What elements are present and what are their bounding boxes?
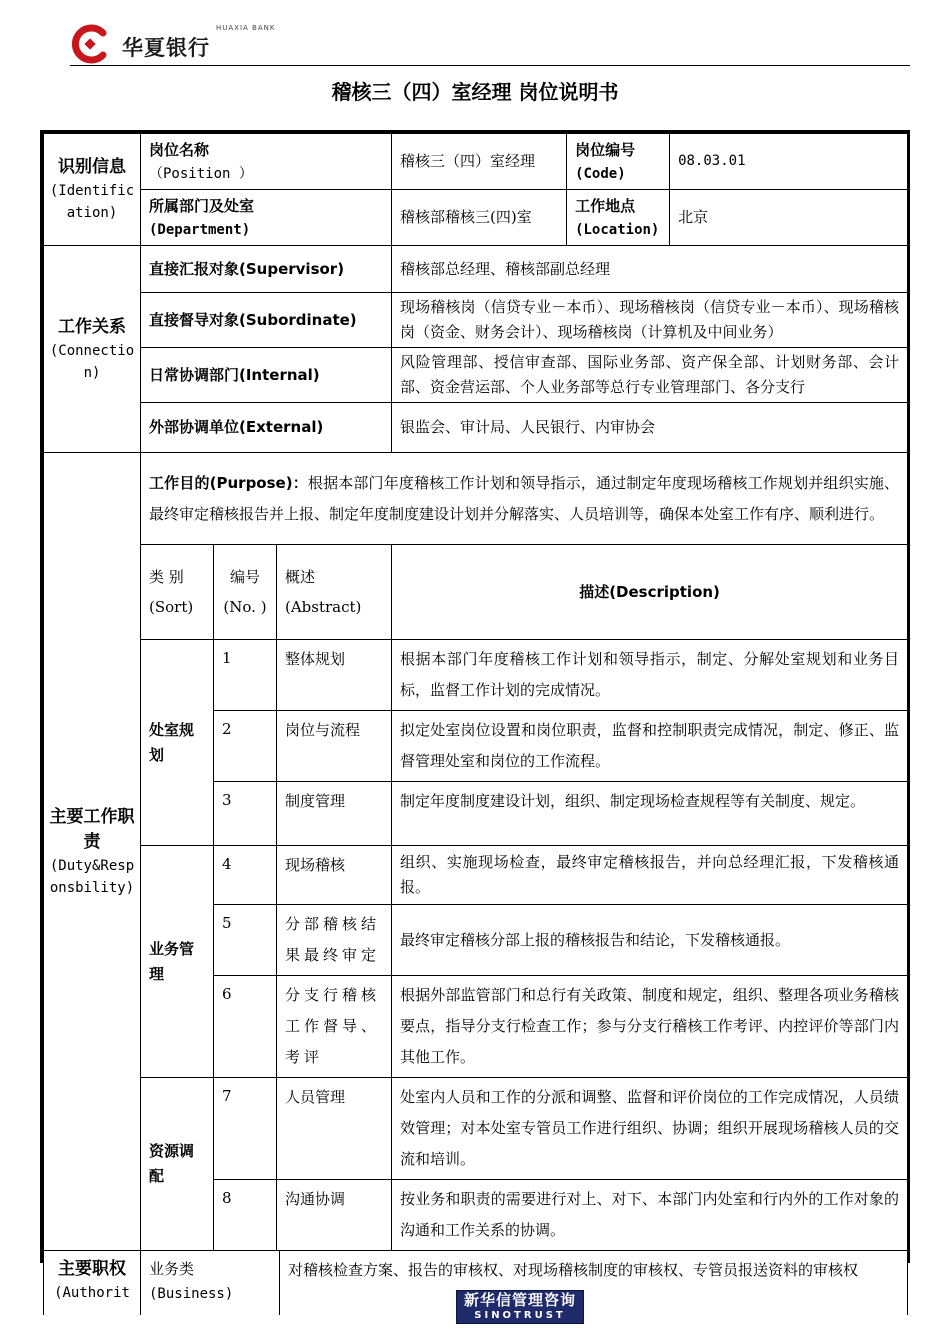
identification-title-en: (Identification): [49, 183, 135, 221]
purpose-cell: [141, 453, 908, 545]
connection-title-en: (Connection): [49, 342, 135, 381]
identification-section-label: [44, 134, 141, 246]
sinotrust-logo-cn: 新华信管理咨询: [463, 1291, 576, 1309]
code-value: 08.03.01: [670, 134, 908, 190]
connection-title: 工作关系: [58, 316, 126, 337]
supervisor-value: 稽核部总经理、稽核部副总经理: [392, 246, 908, 293]
duty-abstract: 制度管理: [277, 782, 392, 846]
duty-description: 根据本部门年度稽核工作计划和领导指示，制定、分解处室规划和业务目标，监督工作计划的完成情况。: [392, 640, 908, 711]
position-value: 稽核三（四）室经理: [392, 134, 567, 190]
duty-section-label: [44, 453, 141, 1251]
internal-label: 日常协调部门(Internal): [141, 348, 392, 403]
duty-abstract: 沟通协调: [277, 1180, 392, 1251]
duty-abstract: 现场稽核: [277, 846, 392, 905]
authority-title: 主要职权: [58, 1259, 126, 1279]
code-label-cn: 岗位编号: [575, 140, 636, 159]
department-label-en: (Department): [149, 221, 251, 238]
duty-no: 2: [214, 711, 277, 782]
purpose-text: 根据本部门年度稽核工作计划和领导指示，通过制定年度现场稽核工作规划并组织实施、最终审定稽核报告并上报、制定年度制度建设计划并分解落实、人员培训等，确保本处室工作有序、顺利进行。: [149, 473, 900, 523]
duty-description: 按业务和职责的需要进行对上、对下、本部门内处室和行内外的工作对象的沟通和工作关系的协调。: [392, 1180, 908, 1251]
external-label: 外部协调单位(External): [141, 403, 392, 453]
bank-header: [70, 18, 910, 66]
duty-abstract: 分支行稽核工作督导、考评: [277, 976, 392, 1078]
huaxia-logo-icon: [70, 24, 110, 64]
business-label-cn: 业务类: [149, 1260, 195, 1278]
position-label-cn: 岗位名称: [149, 140, 210, 159]
identification-title: 识别信息: [58, 157, 126, 177]
duty-no: 3: [214, 782, 277, 846]
duty-abstract: 整体规划: [277, 640, 392, 711]
duty-description: 根据外部监管部门和总行有关政策、制度和规定，组织、整理各项业务稽核要点，指导分支行检查工作；参与分支行稽核工作考评、内控评价等部门内其他工作。: [392, 976, 908, 1078]
purpose-label: 工作目的(Purpose)：: [149, 473, 308, 492]
supervisor-label: 直接汇报对象(Supervisor): [141, 246, 392, 293]
authority-title-en: (Authorit: [54, 1285, 130, 1301]
group-planning-label: 处室规划: [141, 640, 214, 846]
authority-section-label: [44, 1251, 141, 1315]
position-label-en: （Position ）: [149, 165, 253, 182]
duty-title-en: (Duty&Responsbility): [49, 857, 135, 896]
location-label-cn: 工作地点: [575, 196, 636, 215]
duty-no: 6: [214, 976, 277, 1078]
group-resource-label: 资源调配: [141, 1078, 214, 1251]
location-label-en: (Location): [575, 221, 660, 238]
duty-abstract: 人员管理: [277, 1078, 392, 1180]
duty-description: 处室内人员和工作的分派和调整、监督和评价岗位的工作完成情况，人员绩效管理；对本处室专管员工作进行组织、协调；组织开展现场稽核人员的交流和培训。: [392, 1078, 908, 1180]
location-label: [567, 190, 670, 246]
job-description-table: [43, 133, 908, 1315]
department-label: [141, 190, 392, 246]
abstract-header: 概述 (Abstract): [277, 545, 392, 640]
external-value: 银监会、审计局、人民银行、内审协会: [392, 403, 908, 453]
code-label-en: (Code): [575, 165, 626, 182]
document-title: 稽核三（四）室经理 岗位说明书: [331, 80, 619, 104]
no-header: 编号 (No. ): [214, 545, 277, 640]
connection-section-label: [44, 246, 141, 453]
duty-description: 拟定处室岗位设置和岗位职责，监督和控制职责完成情况，制定、修正、监督管理处室和岗位的工作流程。: [392, 711, 908, 782]
group-business-label: 业务管理: [141, 846, 214, 1078]
duty-abstract: 分部稽核结果最终审定: [277, 905, 392, 976]
business-label-en: (Business): [149, 1286, 234, 1302]
duty-no: 1: [214, 640, 277, 711]
duty-no: 5: [214, 905, 277, 976]
subordinate-value: 现场稽核岗（信贷专业－本币）、现场稽核岗（信贷专业－本币）、现场稽核岗（资金、财务会计）、现场稽核岗（计算机及中间业务）: [392, 293, 908, 348]
duty-description: 最终审定稽核分部上报的稽核报告和结论，下发稽核通报。: [392, 905, 908, 976]
business-authority-value: 对稽核检查方案、报告的审核权、对现场稽核制度的审核权、专管员报送资料的审核权: [280, 1251, 908, 1315]
bank-name-en: HUAXIA BANK: [216, 24, 276, 32]
sinotrust-logo-en: SINOTRUST: [474, 1310, 566, 1321]
internal-value: 风险管理部、授信审查部、国际业务部、资产保全部、计划财务部、会计部、资金营运部、个人业务部等总行专业管理部门、各分支行: [392, 348, 908, 403]
business-authority-label: [141, 1251, 280, 1315]
duty-description: 制定年度制度建设计划，组织、制定现场检查规程等有关制度、规定。: [392, 782, 908, 846]
bank-name-cn: 华夏银行: [122, 36, 210, 60]
department-value: 稽核部稽核三(四)室: [392, 190, 567, 246]
duty-abstract: 岗位与流程: [277, 711, 392, 782]
header-divider: [70, 65, 910, 66]
position-label: [141, 134, 392, 190]
description-header: 描述(Description): [392, 545, 908, 640]
duty-no: 8: [214, 1180, 277, 1251]
duty-title: 主要工作职责: [49, 806, 135, 852]
duty-no: 7: [214, 1078, 277, 1180]
subordinate-label: 直接督导对象(Subordinate): [141, 293, 392, 348]
duty-description: 组织、实施现场检查，最终审定稽核报告，并向总经理汇报，下发稽核通报。: [392, 846, 908, 905]
location-value: 北京: [670, 190, 908, 246]
sinotrust-logo: [456, 1290, 584, 1324]
duty-no: 4: [214, 846, 277, 905]
sort-header: 类 别 (Sort): [141, 545, 214, 640]
code-label: [567, 134, 670, 190]
department-label-cn: 所属部门及处室: [149, 196, 255, 215]
